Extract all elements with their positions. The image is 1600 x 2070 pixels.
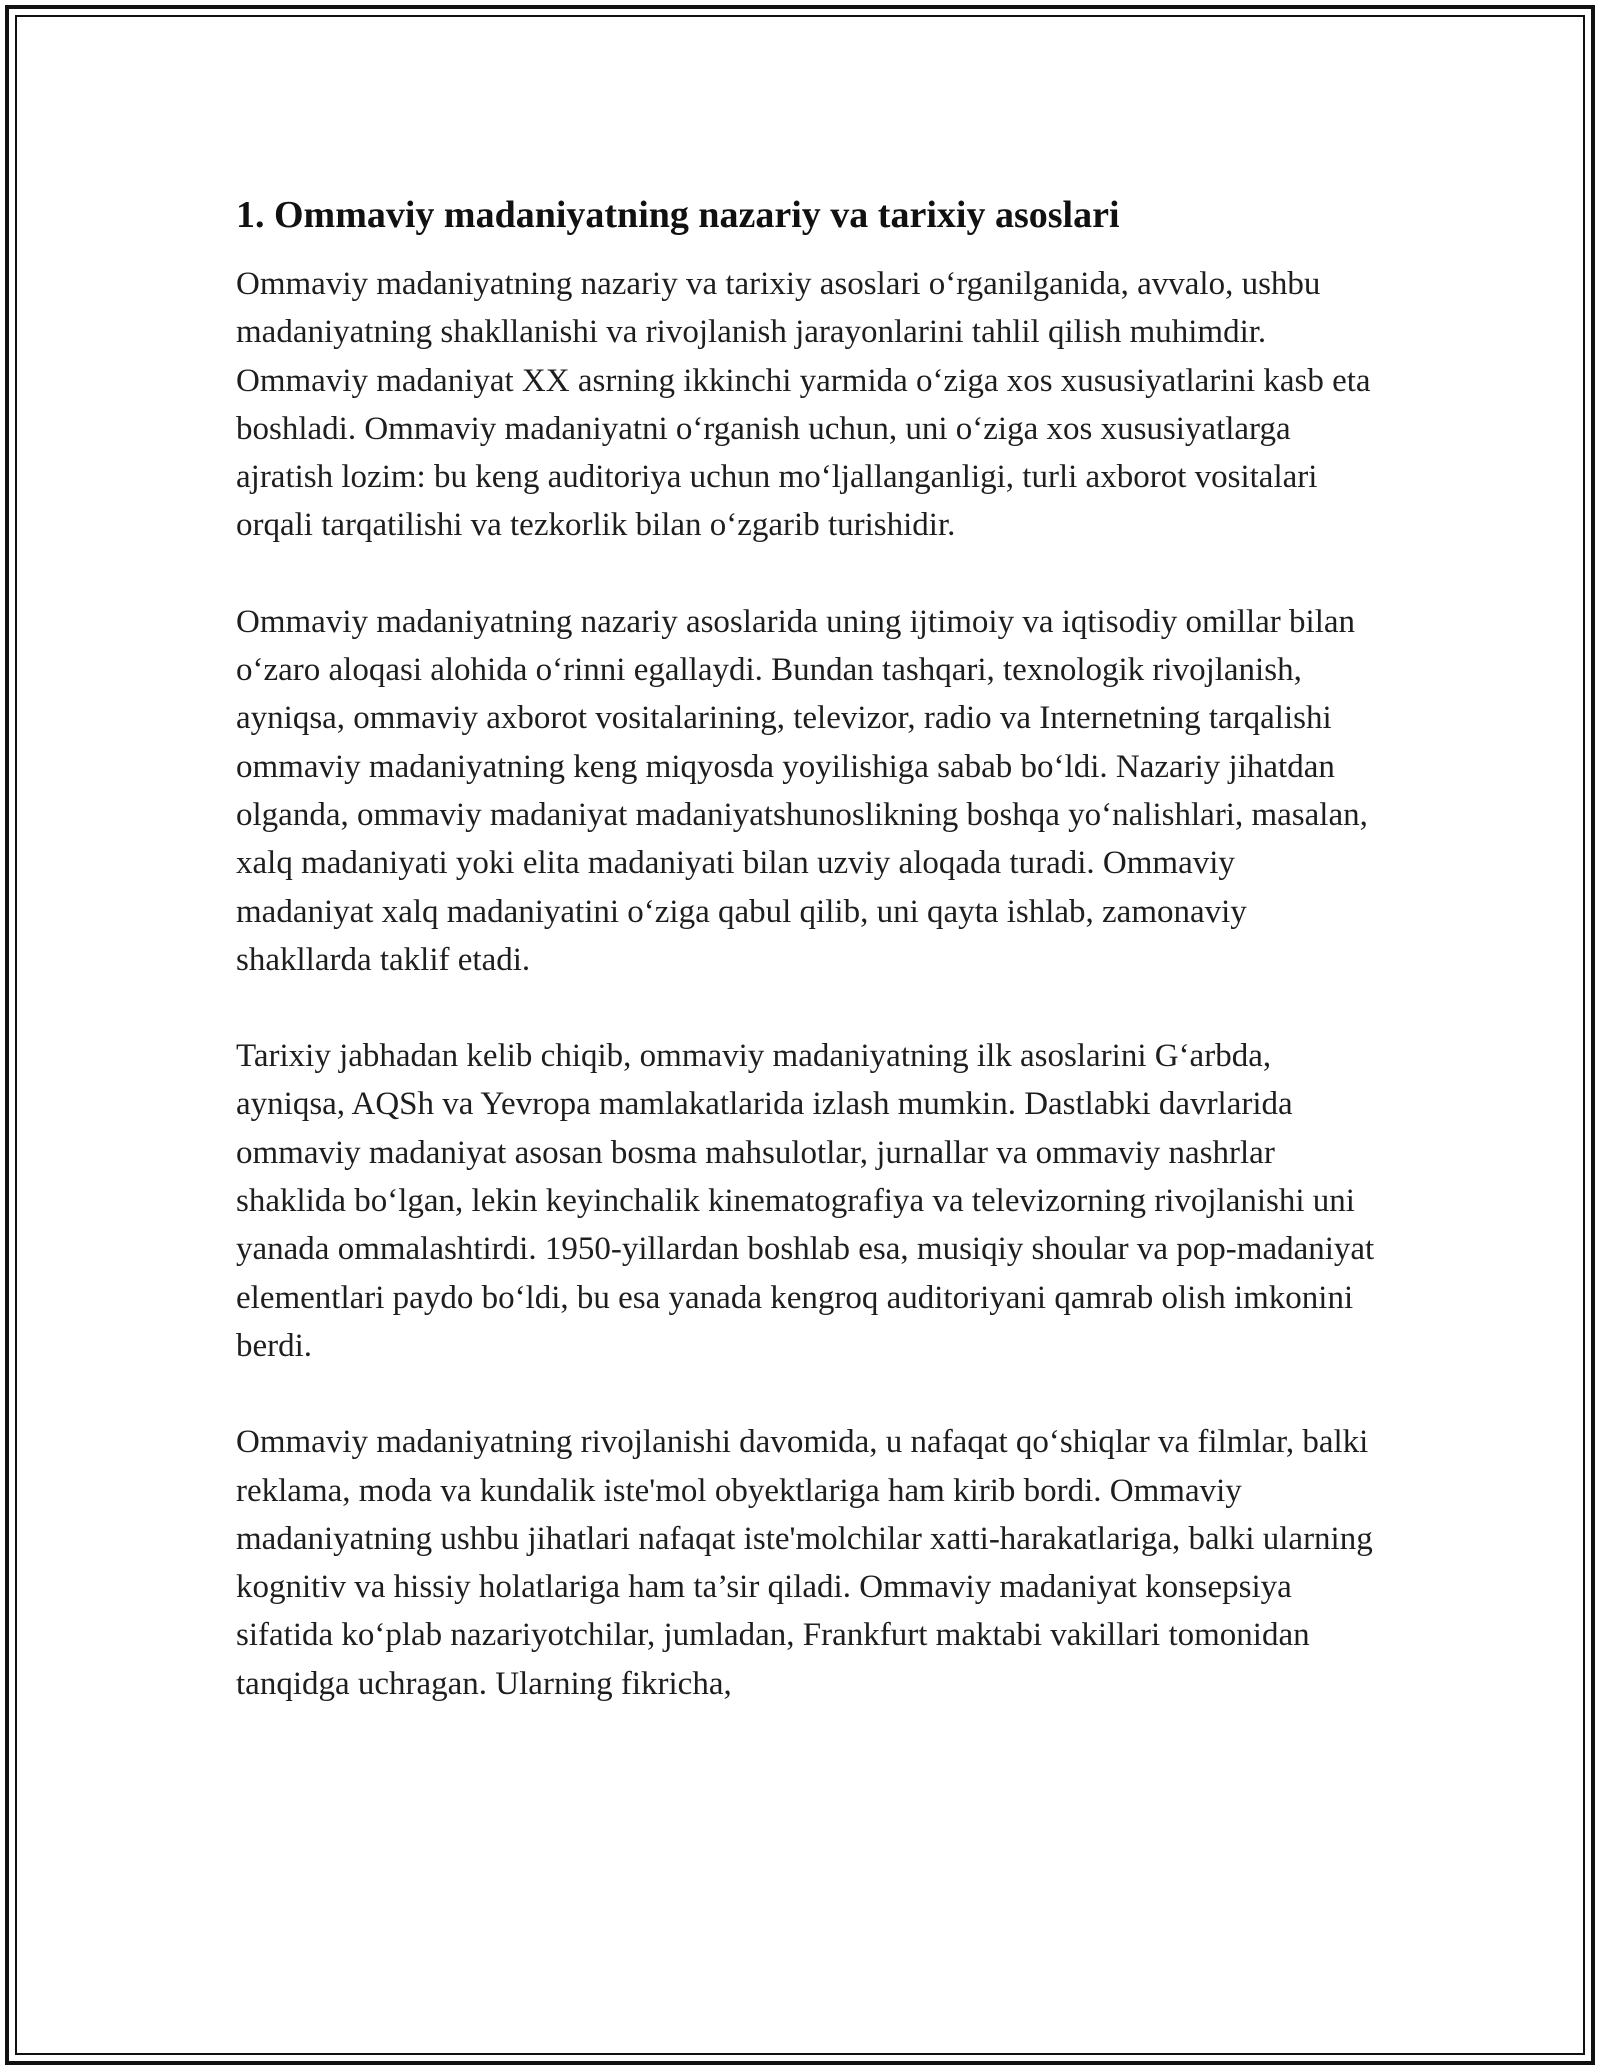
paragraph-3: Tarixiy jabhadan kelib chiqib, ommaviy madaniyatning ilk asoslarini G‘arbda, ayniqsa, AQSh va Yevropa mamlakatlarida izlash mumkin. Dastlabki davrlarida ommaviy madaniyat asosan bosma mahsulotlar, jurnallar va ommaviy nashrlar shaklida bo‘lgan, lekin keyinchalik kinematografiya va televizorning rivojlanishi uni yanada ommalashtirdi. 1950-yillardan boshlab esa, musiqiy shoular va pop-madaniyat elementlari paydo bo‘ldi, bu esa yanada kengroq auditoriyani qamrab olish imkonini berdi. xyxy=(236,1038,1375,1364)
document-body xyxy=(236,186,1376,1708)
section-heading: 1. Ommaviy madaniyatning nazariy va tarixiy asoslari xyxy=(236,194,1120,236)
paragraph-2: Ommaviy madaniyatning nazariy asoslarida uning ijtimoiy va iqtisodiy omillar bilan o‘zaro aloqasi alohida o‘rinni egallaydi. Bundan tashqari, texnologik rivojlanish, ayniqsa, ommaviy axborot vositalarining, televizor, radio va Internetning tarqalishi ommaviy madaniyatning keng miqyosda yoyilishiga sabab bo‘ldi. Nazariy jihatdan olganda, ommaviy madaniyat madaniyatshunoslikning boshqa yo‘nalishlari, masalan, xalq madaniyati yoki elita madaniyati bilan uzviy aloqada turadi. Ommaviy madaniyat xalq madaniyatini o‘ziga qabul qilib, uni qayta ishlab, zamonaviy shakllarda taklif etadi. xyxy=(236,603,1368,978)
paragraph-1: Ommaviy madaniyatning nazariy va tarixiy asoslari o‘rganilganida, avvalo, ushbu madaniyatning shakllanishi va rivojlanish jarayonlarini tahlil qilish muhimdir. Ommaviy madaniyat XX asrning ikkinchi yarmida o‘ziga xos xususiyatlarini kasb eta boshladi. Ommaviy madaniyatni o‘rganish uchun, uni o‘ziga xos xususiyatlarga ajratish lozim: bu keng auditoriya uchun mo‘ljallanganligi, turli axborot vositalari orqali tarqatilishi va tezkorlik bilan o‘zgarib turishidir. xyxy=(236,266,1371,544)
paragraph-4: Ommaviy madaniyatning rivojlanishi davomida, u nafaqat qo‘shiqlar va filmlar, balki reklama, moda va kundalik iste'mol obyektlariga ham kirib bordi. Ommaviy madaniyatning ushbu jihatlari nafaqat iste'molchilar xatti-harakatlariga, balki ularning kognitiv va hissiy holatlariga ham ta’sir qiladi. Ommaviy madaniyat konsepsiya sifatida ko‘plab nazariyotchilar, jumladan, Frankfurt maktabi vakillari tomonidan tanqidga uchragan. Ularning fikricha, xyxy=(236,1424,1373,1702)
